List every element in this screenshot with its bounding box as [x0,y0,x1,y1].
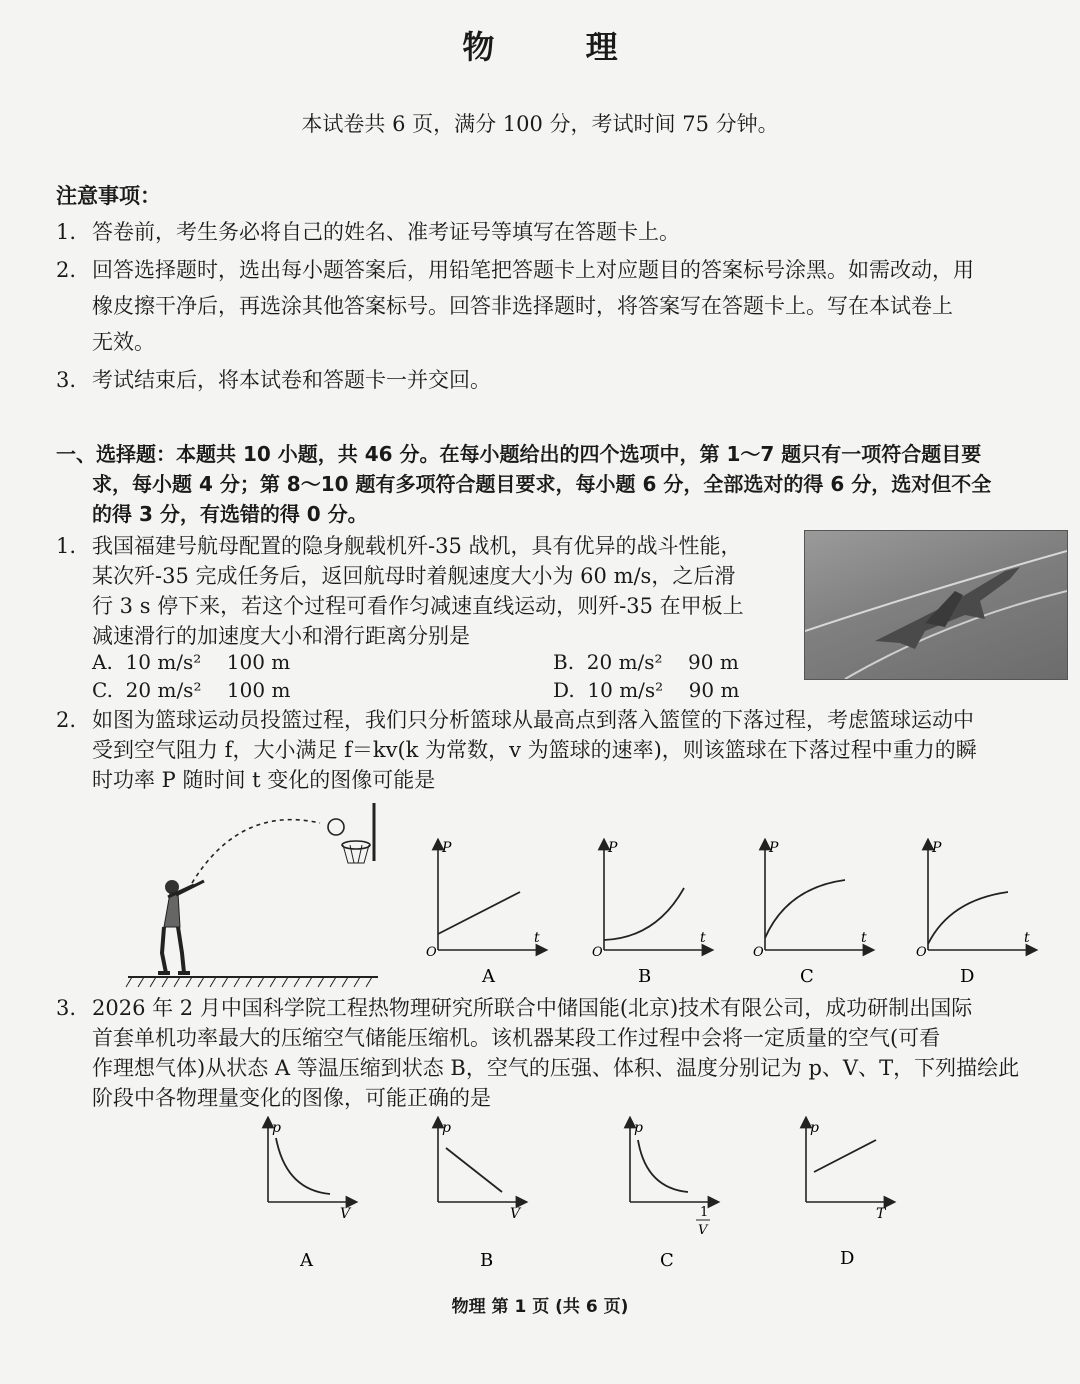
option-c: C. 20 m/s² 100 m [92,678,291,702]
caption-d: D [960,966,975,987]
exam-info: 本试卷共 6 页，满分 100 分，考试时间 75 分钟。 [301,112,779,136]
question-text: 作理想气体)从状态 A 等温压缩到状态 B，空气的压强、体积、温度分别记为 p、V、T，下列描绘此 [92,1056,1020,1080]
question-text: 阶段中各物理量变化的图像，可能正确的是 [92,1086,491,1110]
section-heading: 的得 3 分，有选错的得 0 分。 [92,502,368,526]
question-text: 受到空气阻力 f，大小满足 f＝kv(k 为常数，v 为篮球的速率)，则该篮球在下落过程中重力的瞬 [92,738,977,762]
option-d: D. 10 m/s² 90 m [553,678,740,702]
question-text: 我国福建号航母配置的隐身舰载机歼-35 战机，具有优异的战斗性能， [92,534,742,558]
question-text: 时功率 P 随时间 t 变化的图像可能是 [92,768,436,792]
svg-text:t: t [861,930,867,946]
q2-graph-c [753,840,869,960]
caption-b: B [480,1250,494,1271]
question-text: 2026 年 2 月中国科学院工程热物理研究所联合中储国能(北京)技术有限公司，成功研制出国际 [92,996,973,1020]
svg-text:p: p [634,1120,643,1136]
svg-text:O: O [753,945,764,960]
svg-text:O: O [592,945,603,960]
note-text: 橡皮擦干净后，再选涂其他答案标号。回答非选择题时，将答案写在答题卡上。写在本试卷上 [92,294,953,318]
note-text: 回答选择题时，选出每小题答案后，用铅笔把答题卡上对应题目的答案标号涂黑。如需改动，用 [92,258,974,282]
basketball-figure [120,795,390,995]
svg-text:O: O [916,945,927,960]
basketball-icon [328,819,344,835]
q3-graph-b [438,1120,522,1222]
caption-a: A [300,1250,313,1271]
svg-text:p: p [272,1120,281,1136]
fighter-jet-icon [805,531,1067,679]
svg-text:P: P [608,840,618,856]
caption-c: C [800,966,814,987]
note-number: 3. [56,368,77,392]
q3-graph-c [630,1120,714,1238]
svg-text:V: V [698,1223,708,1238]
notes-heading: 注意事项： [56,184,161,208]
caption-a: A [482,966,495,987]
question-text: 减速滑行的加速度大小和滑行距离分别是 [92,624,470,648]
q3-graph-d [806,1120,890,1222]
svg-text:T: T [876,1206,886,1222]
svg-text:t: t [534,930,540,946]
svg-text:1: 1 [700,1205,709,1220]
option-a: A. 10 m/s² 100 m [92,650,291,674]
question-number: 1. [56,534,77,558]
svg-text:P: P [442,840,452,856]
caption-c: C [660,1250,674,1271]
question-text: 某次歼-35 完成任务后，返回航母时着舰速度大小为 60 m/s，之后滑 [92,564,736,588]
q3-graphs [250,1116,910,1276]
caption-b: B [638,966,652,987]
question-number: 3. [56,996,77,1020]
player-icon [158,880,204,975]
svg-text:V: V [340,1206,351,1222]
q2-graph-a [426,840,542,960]
note-text: 答卷前，考生务必将自己的姓名、准考证号等填写在答题卡上。 [92,220,680,244]
svg-text:t: t [700,930,706,946]
q2-graphs [420,838,1040,988]
page-footer: 物理 第 1 页 (共 6 页) [451,1297,629,1317]
option-b: B. 20 m/s² 90 m [553,650,739,674]
note-text: 考试结束后，将本试卷和答题卡一并交回。 [92,368,491,392]
note-number: 2. [56,258,77,282]
question-text: 行 3 s 停下来，若这个过程可看作匀减速直线运动，则歼-35 在甲板上 [92,594,744,618]
q2-graph-b [592,840,708,960]
question-number: 2. [56,708,77,732]
caption-d: D [840,1248,855,1269]
page-title: 物 理 [462,28,658,66]
note-number: 1. [56,220,77,244]
q3-graph-a [268,1120,352,1222]
note-text: 无效。 [92,330,155,354]
svg-text:P: P [769,840,779,856]
svg-text:t: t [1024,930,1030,946]
svg-text:p: p [442,1120,451,1136]
svg-text:P: P [932,840,942,856]
question-text: 如图为篮球运动员投篮过程，我们只分析篮球从最高点到落入篮筐的下落过程，考虑篮球运动中 [92,708,974,732]
question-text: 首套单机功率最大的压缩空气储能压缩机。该机器某段工作过程中会将一定质量的空气(可看 [92,1026,941,1050]
section-heading: 一、选择题：本题共 10 小题，共 46 分。在每小题给出的四个选项中，第 1～7 题只有一项符合题目要 [56,442,982,466]
section-heading: 求，每小题 4 分；第 8～10 题有多项符合题目要求，每小题 6 分，全部选对的得 6 分，选对但不全 [92,472,992,496]
svg-text:V: V [510,1206,521,1222]
fighter-jet-photo [804,530,1068,680]
svg-text:p: p [810,1120,819,1136]
svg-text:O: O [426,945,437,960]
q2-graph-d [916,840,1032,960]
